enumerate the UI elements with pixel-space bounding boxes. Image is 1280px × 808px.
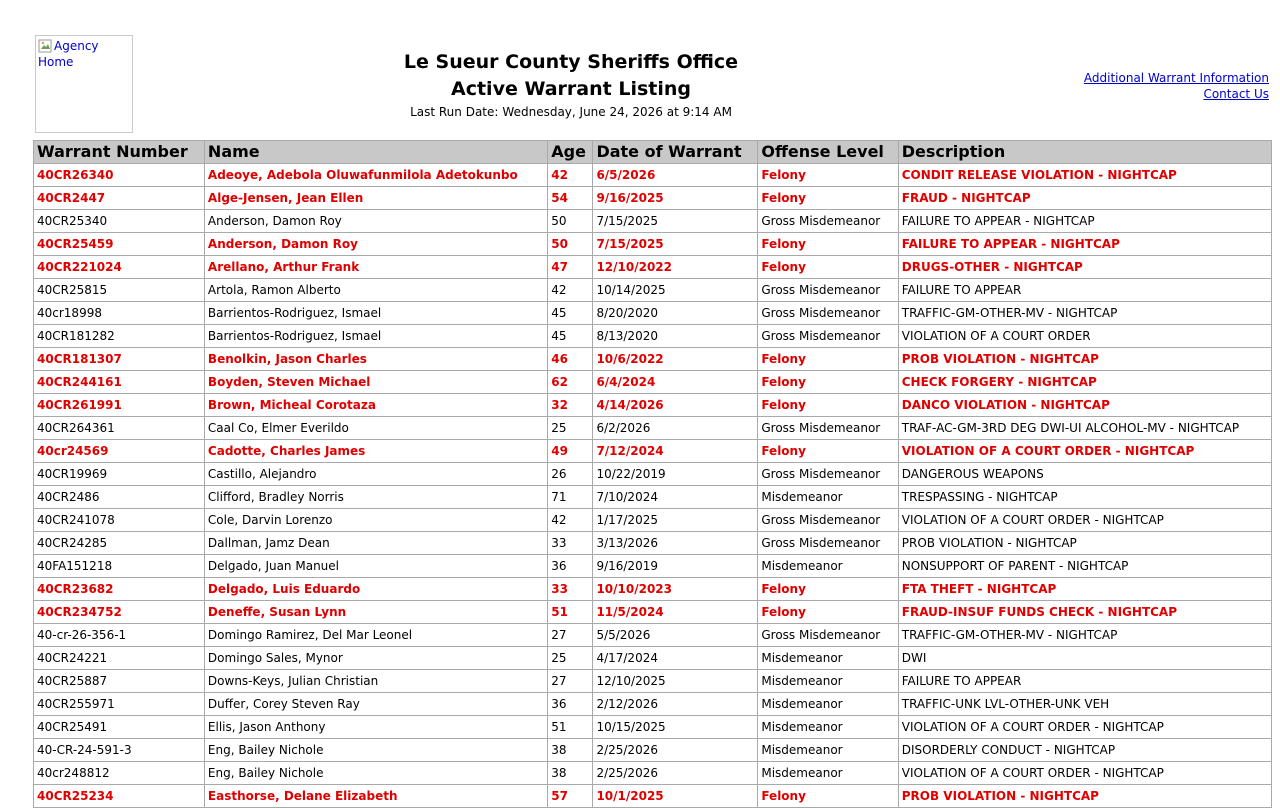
cell-name: Dallman, Jamz Dean <box>204 532 547 555</box>
cell-age: 33 <box>548 532 593 555</box>
cell-age: 38 <box>548 762 593 785</box>
cell-offense-level: Misdemeanor <box>758 739 898 762</box>
cell-warrant-number: 40-cr-26-356-1 <box>34 624 205 647</box>
cell-name: Anderson, Damon Roy <box>204 210 547 233</box>
cell-name: Arellano, Arthur Frank <box>204 256 547 279</box>
cell-description: DWI <box>898 647 1271 670</box>
column-header-date-of-warrant: Date of Warrant <box>593 141 758 164</box>
cell-description: TRAFFIC-GM-OTHER-MV - NIGHTCAP <box>898 624 1271 647</box>
cell-name: Eng, Bailey Nichole <box>204 739 547 762</box>
cell-offense-level: Felony <box>758 785 898 808</box>
cell-age: 71 <box>548 486 593 509</box>
table-row <box>34 693 1272 716</box>
cell-name: Adeoye, Adebola Oluwafunmilola Adetokunbo <box>204 164 547 187</box>
cell-age: 62 <box>548 371 593 394</box>
cell-age: 42 <box>548 509 593 532</box>
cell-description: FAILURE TO APPEAR <box>898 279 1271 302</box>
cell-warrant-number: 40CR261991 <box>34 394 205 417</box>
table-row <box>34 739 1272 762</box>
cell-description: VIOLATION OF A COURT ORDER - NIGHTCAP <box>898 440 1271 463</box>
cell-warrant-number: 40CR25491 <box>34 716 205 739</box>
cell-name: Delgado, Luis Eduardo <box>204 578 547 601</box>
cell-warrant-number: 40CR25815 <box>34 279 205 302</box>
cell-name: Castillo, Alejandro <box>204 463 547 486</box>
table-row <box>34 785 1272 808</box>
cell-date-of-warrant: 11/5/2024 <box>593 601 758 624</box>
cell-date-of-warrant: 7/10/2024 <box>593 486 758 509</box>
cell-description: PROB VIOLATION - NIGHTCAP <box>898 348 1271 371</box>
cell-offense-level: Misdemeanor <box>758 762 898 785</box>
cell-age: 27 <box>548 624 593 647</box>
cell-offense-level: Gross Misdemeanor <box>758 279 898 302</box>
cell-description: DRUGS-OTHER - NIGHTCAP <box>898 256 1271 279</box>
table-row <box>34 647 1272 670</box>
cell-name: Domingo Ramirez, Del Mar Leonel <box>204 624 547 647</box>
cell-date-of-warrant: 6/2/2026 <box>593 417 758 440</box>
table-row <box>34 256 1272 279</box>
cell-name: Barrientos-Rodriguez, Ismael <box>204 302 547 325</box>
cell-name: Cole, Darvin Lorenzo <box>204 509 547 532</box>
cell-warrant-number: 40CR181282 <box>34 325 205 348</box>
cell-warrant-number: 40CR241078 <box>34 509 205 532</box>
cell-offense-level: Felony <box>758 348 898 371</box>
cell-warrant-number: 40CR24285 <box>34 532 205 555</box>
cell-description: FAILURE TO APPEAR <box>898 670 1271 693</box>
table-row <box>34 187 1272 210</box>
cell-warrant-number: 40CR181307 <box>34 348 205 371</box>
column-header-name: Name <box>204 141 547 164</box>
table-row <box>34 601 1272 624</box>
table-row <box>34 762 1272 785</box>
cell-offense-level: Felony <box>758 440 898 463</box>
cell-description: DANCO VIOLATION - NIGHTCAP <box>898 394 1271 417</box>
cell-date-of-warrant: 7/15/2025 <box>593 210 758 233</box>
cell-age: 33 <box>548 578 593 601</box>
cell-offense-level: Felony <box>758 578 898 601</box>
cell-warrant-number: 40CR255971 <box>34 693 205 716</box>
cell-age: 50 <box>548 233 593 256</box>
cell-description: DISORDERLY CONDUCT - NIGHTCAP <box>898 739 1271 762</box>
cell-name: Downs-Keys, Julian Christian <box>204 670 547 693</box>
cell-name: Anderson, Damon Roy <box>204 233 547 256</box>
cell-name: Caal Co, Elmer Everildo <box>204 417 547 440</box>
cell-age: 51 <box>548 601 593 624</box>
cell-offense-level: Gross Misdemeanor <box>758 325 898 348</box>
cell-offense-level: Gross Misdemeanor <box>758 417 898 440</box>
table-row <box>34 233 1272 256</box>
cell-date-of-warrant: 10/1/2025 <box>593 785 758 808</box>
cell-warrant-number: 40CR25340 <box>34 210 205 233</box>
table-row <box>34 302 1272 325</box>
cell-warrant-number: 40FA151218 <box>34 555 205 578</box>
cell-offense-level: Gross Misdemeanor <box>758 302 898 325</box>
cell-offense-level: Gross Misdemeanor <box>758 463 898 486</box>
cell-description: FRAUD - NIGHTCAP <box>898 187 1271 210</box>
cell-description: PROB VIOLATION - NIGHTCAP <box>898 785 1271 808</box>
warrants-table <box>33 140 1272 808</box>
table-row <box>34 325 1272 348</box>
cell-description: PROB VIOLATION - NIGHTCAP <box>898 532 1271 555</box>
cell-description: VIOLATION OF A COURT ORDER - NIGHTCAP <box>898 762 1271 785</box>
logo-alt-text[interactable]: Agency Home <box>38 39 99 69</box>
cell-age: 42 <box>548 164 593 187</box>
cell-date-of-warrant: 5/5/2026 <box>593 624 758 647</box>
cell-offense-level: Misdemeanor <box>758 486 898 509</box>
cell-age: 45 <box>548 325 593 348</box>
cell-warrant-number: 40CR2486 <box>34 486 205 509</box>
agency-name-heading: Le Sueur County Sheriffs Office <box>403 51 739 73</box>
cell-description: CHECK FORGERY - NIGHTCAP <box>898 371 1271 394</box>
cell-date-of-warrant: 10/6/2022 <box>593 348 758 371</box>
cell-offense-level: Felony <box>758 233 898 256</box>
cell-date-of-warrant: 7/12/2024 <box>593 440 758 463</box>
cell-date-of-warrant: 12/10/2025 <box>593 670 758 693</box>
table-row <box>34 486 1272 509</box>
cell-description: VIOLATION OF A COURT ORDER - NIGHTCAP <box>898 716 1271 739</box>
cell-name: Delgado, Juan Manuel <box>204 555 547 578</box>
cell-name: Boyden, Steven Michael <box>204 371 547 394</box>
cell-date-of-warrant: 1/17/2025 <box>593 509 758 532</box>
cell-warrant-number: 40CR25234 <box>34 785 205 808</box>
cell-offense-level: Gross Misdemeanor <box>758 624 898 647</box>
table-row <box>34 164 1272 187</box>
table-body <box>34 164 1272 808</box>
cell-description: VIOLATION OF A COURT ORDER - NIGHTCAP <box>898 509 1271 532</box>
table-row <box>34 532 1272 555</box>
cell-warrant-number: 40CR2447 <box>34 187 205 210</box>
table-row <box>34 555 1272 578</box>
cell-date-of-warrant: 4/17/2024 <box>593 647 758 670</box>
table-row <box>34 716 1272 739</box>
cell-date-of-warrant: 10/15/2025 <box>593 716 758 739</box>
cell-warrant-number: 40CR264361 <box>34 417 205 440</box>
table-row <box>34 578 1272 601</box>
cell-description: NONSUPPORT OF PARENT - NIGHTCAP <box>898 555 1271 578</box>
cell-age: 51 <box>548 716 593 739</box>
cell-description: TRAF-AC-GM-3RD DEG DWI-UI ALCOHOL-MV - NIGHTCAP <box>898 417 1271 440</box>
table-row <box>34 210 1272 233</box>
cell-description: FAILURE TO APPEAR - NIGHTCAP <box>898 233 1271 256</box>
cell-description: CONDIT RELEASE VIOLATION - NIGHTCAP <box>898 164 1271 187</box>
table-row <box>34 417 1272 440</box>
cell-warrant-number: 40CR23682 <box>34 578 205 601</box>
cell-name: Easthorse, Delane Elizabeth <box>204 785 547 808</box>
cell-offense-level: Felony <box>758 394 898 417</box>
cell-name: Barrientos-Rodriguez, Ismael <box>204 325 547 348</box>
cell-date-of-warrant: 12/10/2022 <box>593 256 758 279</box>
cell-age: 46 <box>548 348 593 371</box>
cell-warrant-number: 40CR19969 <box>34 463 205 486</box>
table-row <box>34 394 1272 417</box>
table-header-row <box>34 141 1272 164</box>
cell-offense-level: Gross Misdemeanor <box>758 532 898 555</box>
cell-age: 36 <box>548 693 593 716</box>
cell-date-of-warrant: 10/10/2023 <box>593 578 758 601</box>
cell-date-of-warrant: 2/25/2026 <box>593 762 758 785</box>
cell-age: 47 <box>548 256 593 279</box>
cell-age: 38 <box>548 739 593 762</box>
cell-offense-level: Misdemeanor <box>758 670 898 693</box>
cell-offense-level: Felony <box>758 371 898 394</box>
cell-description: FTA THEFT - NIGHTCAP <box>898 578 1271 601</box>
table-row <box>34 348 1272 371</box>
cell-age: 45 <box>548 302 593 325</box>
cell-name: Eng, Bailey Nichole <box>204 762 547 785</box>
cell-name: Domingo Sales, Mynor <box>204 647 547 670</box>
cell-name: Brown, Micheal Corotaza <box>204 394 547 417</box>
last-run-date <box>0 104 1142 120</box>
cell-name: Deneffe, Susan Lynn <box>204 601 547 624</box>
cell-offense-level: Misdemeanor <box>758 555 898 578</box>
cell-warrant-number: 40CR24221 <box>34 647 205 670</box>
cell-offense-level: Misdemeanor <box>758 647 898 670</box>
cell-age: 36 <box>548 555 593 578</box>
cell-date-of-warrant: 3/13/2026 <box>593 532 758 555</box>
cell-offense-level: Gross Misdemeanor <box>758 509 898 532</box>
cell-description: DANGEROUS WEAPONS <box>898 463 1271 486</box>
cell-description: FRAUD-INSUF FUNDS CHECK - NIGHTCAP <box>898 601 1271 624</box>
cell-name: Duffer, Corey Steven Ray <box>204 693 547 716</box>
cell-warrant-number: 40cr248812 <box>34 762 205 785</box>
cell-description: TRAFFIC-UNK LVL-OTHER-UNK VEH <box>898 693 1271 716</box>
cell-warrant-number: 40CR244161 <box>34 371 205 394</box>
cell-warrant-number: 40CR26340 <box>34 164 205 187</box>
cell-date-of-warrant: 8/20/2020 <box>593 302 758 325</box>
cell-offense-level: Gross Misdemeanor <box>758 210 898 233</box>
table-row <box>34 670 1272 693</box>
cell-date-of-warrant: 7/15/2025 <box>593 233 758 256</box>
cell-warrant-number: 40CR25459 <box>34 233 205 256</box>
cell-age: 25 <box>548 417 593 440</box>
run-date-label: Last Run Date: <box>410 105 499 119</box>
cell-age: 54 <box>548 187 593 210</box>
cell-date-of-warrant: 6/5/2026 <box>593 164 758 187</box>
contact-us-link[interactable]: Contact Us <box>1203 87 1269 101</box>
cell-date-of-warrant: 2/12/2026 <box>593 693 758 716</box>
cell-warrant-number: 40cr24569 <box>34 440 205 463</box>
cell-name: Artola, Ramon Alberto <box>204 279 547 302</box>
additional-warrant-info-link[interactable]: Additional Warrant Information <box>1083 71 1269 85</box>
cell-offense-level: Felony <box>758 256 898 279</box>
column-header-warrant-number: Warrant Number <box>34 141 205 164</box>
column-header-offense-level: Offense Level <box>758 141 898 164</box>
cell-date-of-warrant: 6/4/2024 <box>593 371 758 394</box>
cell-description: TRAFFIC-GM-OTHER-MV - NIGHTCAP <box>898 302 1271 325</box>
cell-date-of-warrant: 9/16/2019 <box>593 555 758 578</box>
column-header-description: Description <box>898 141 1271 164</box>
cell-age: 32 <box>548 394 593 417</box>
table-row <box>34 440 1272 463</box>
cell-age: 50 <box>548 210 593 233</box>
cell-warrant-number: 40-CR-24-591-3 <box>34 739 205 762</box>
table-row <box>34 509 1272 532</box>
cell-description: FAILURE TO APPEAR - NIGHTCAP <box>898 210 1271 233</box>
cell-age: 25 <box>548 647 593 670</box>
cell-age: 27 <box>548 670 593 693</box>
cell-name: Alge-Jensen, Jean Ellen <box>204 187 547 210</box>
cell-age: 57 <box>548 785 593 808</box>
cell-date-of-warrant: 10/22/2019 <box>593 463 758 486</box>
table-row <box>34 371 1272 394</box>
cell-warrant-number: 40CR25887 <box>34 670 205 693</box>
listing-title-heading: Active Warrant Listing <box>451 78 691 100</box>
cell-description: TRESPASSING - NIGHTCAP <box>898 486 1271 509</box>
cell-warrant-number: 40cr18998 <box>34 302 205 325</box>
table-row <box>34 463 1272 486</box>
cell-date-of-warrant: 2/25/2026 <box>593 739 758 762</box>
cell-age: 26 <box>548 463 593 486</box>
cell-offense-level: Felony <box>758 601 898 624</box>
cell-date-of-warrant: 9/16/2025 <box>593 187 758 210</box>
cell-name: Benolkin, Jason Charles <box>204 348 547 371</box>
column-header-age: Age <box>548 141 593 164</box>
cell-offense-level: Misdemeanor <box>758 693 898 716</box>
cell-date-of-warrant: 10/14/2025 <box>593 279 758 302</box>
cell-name: Cadotte, Charles James <box>204 440 547 463</box>
cell-description: VIOLATION OF A COURT ORDER <box>898 325 1271 348</box>
table-row <box>34 624 1272 647</box>
cell-warrant-number: 40CR221024 <box>34 256 205 279</box>
cell-offense-level: Misdemeanor <box>758 716 898 739</box>
cell-name: Ellis, Jason Anthony <box>204 716 547 739</box>
cell-offense-level: Felony <box>758 164 898 187</box>
header-links <box>1084 70 1269 102</box>
cell-age: 42 <box>548 279 593 302</box>
cell-date-of-warrant: 8/13/2020 <box>593 325 758 348</box>
cell-date-of-warrant: 4/14/2026 <box>593 394 758 417</box>
cell-offense-level: Felony <box>758 187 898 210</box>
cell-age: 49 <box>548 440 593 463</box>
cell-name: Clifford, Bradley Norris <box>204 486 547 509</box>
table-row <box>34 279 1272 302</box>
run-date-value: Wednesday, June 24, 2026 at 9:14 AM <box>502 105 732 119</box>
cell-warrant-number: 40CR234752 <box>34 601 205 624</box>
